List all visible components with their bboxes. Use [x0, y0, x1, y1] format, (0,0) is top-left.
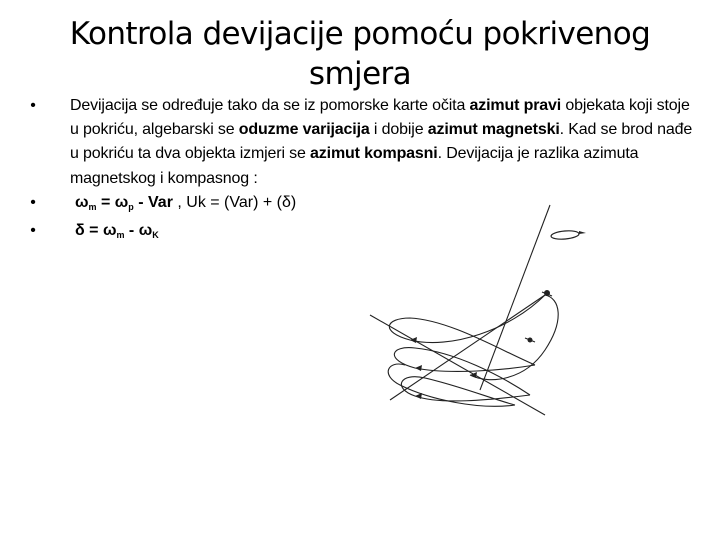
term-azimut-pravi: azimut pravi: [469, 97, 562, 114]
bullet-deviation-description: [18, 94, 698, 191]
title-line-2: smjera: [308, 56, 412, 92]
term-azimut-kompasni: azimut kompasni: [310, 145, 438, 163]
text-segment: . Kad se brod nađe u pokriću ta dva objekta izmjeri se: [70, 121, 693, 163]
text-segment: i dobije: [369, 121, 428, 139]
formula-segment: δ =: [75, 222, 103, 240]
omega-symbol: ω: [75, 193, 89, 211]
formula-uk: , Uk = (Var) + (δ): [172, 193, 297, 211]
ship-icon: [551, 230, 580, 240]
term-azimut-magnetski: azimut magnetski: [427, 121, 560, 139]
subscript-m: m: [116, 230, 125, 241]
title-line-1: Kontrola devijacije pomoću pokrivenog: [69, 16, 651, 52]
term-oduzme-varijacija: oduzme varijacija: [238, 121, 370, 139]
object-marker: [528, 338, 533, 343]
subscript-k: K: [152, 230, 159, 241]
ship-track: [389, 295, 545, 365]
bullet-marker: •: [30, 193, 36, 211]
text-segment: objekata koji stoje u pokriću, algebarski se: [70, 97, 690, 139]
arrow-icon: [415, 365, 422, 371]
formula-segment: -: [124, 222, 139, 240]
text-segment: Devijacija se određuje tako da se iz pomorske karte očita: [70, 97, 470, 114]
text-segment: . Devijacija je razlika azimuta magnetskog i kompasnog :: [70, 145, 639, 187]
object-marker: [544, 290, 550, 296]
bullet-marker: •: [30, 97, 36, 114]
omega-symbol: ω: [138, 222, 153, 240]
formula-segment: = ω: [96, 193, 129, 211]
bullet-marker: •: [30, 222, 36, 240]
ship-track: [401, 377, 530, 405]
subscript-p: p: [128, 201, 134, 212]
omega-symbol: ω: [102, 222, 117, 240]
slide-title: [40, 14, 680, 94]
transit-line-diagram: [330, 200, 630, 425]
formula-segment: - Var: [133, 193, 173, 211]
ship-bow-icon: [579, 231, 586, 234]
subscript-m: m: [88, 201, 97, 212]
transit-line: [480, 205, 550, 390]
arrow-icon: [415, 393, 422, 399]
